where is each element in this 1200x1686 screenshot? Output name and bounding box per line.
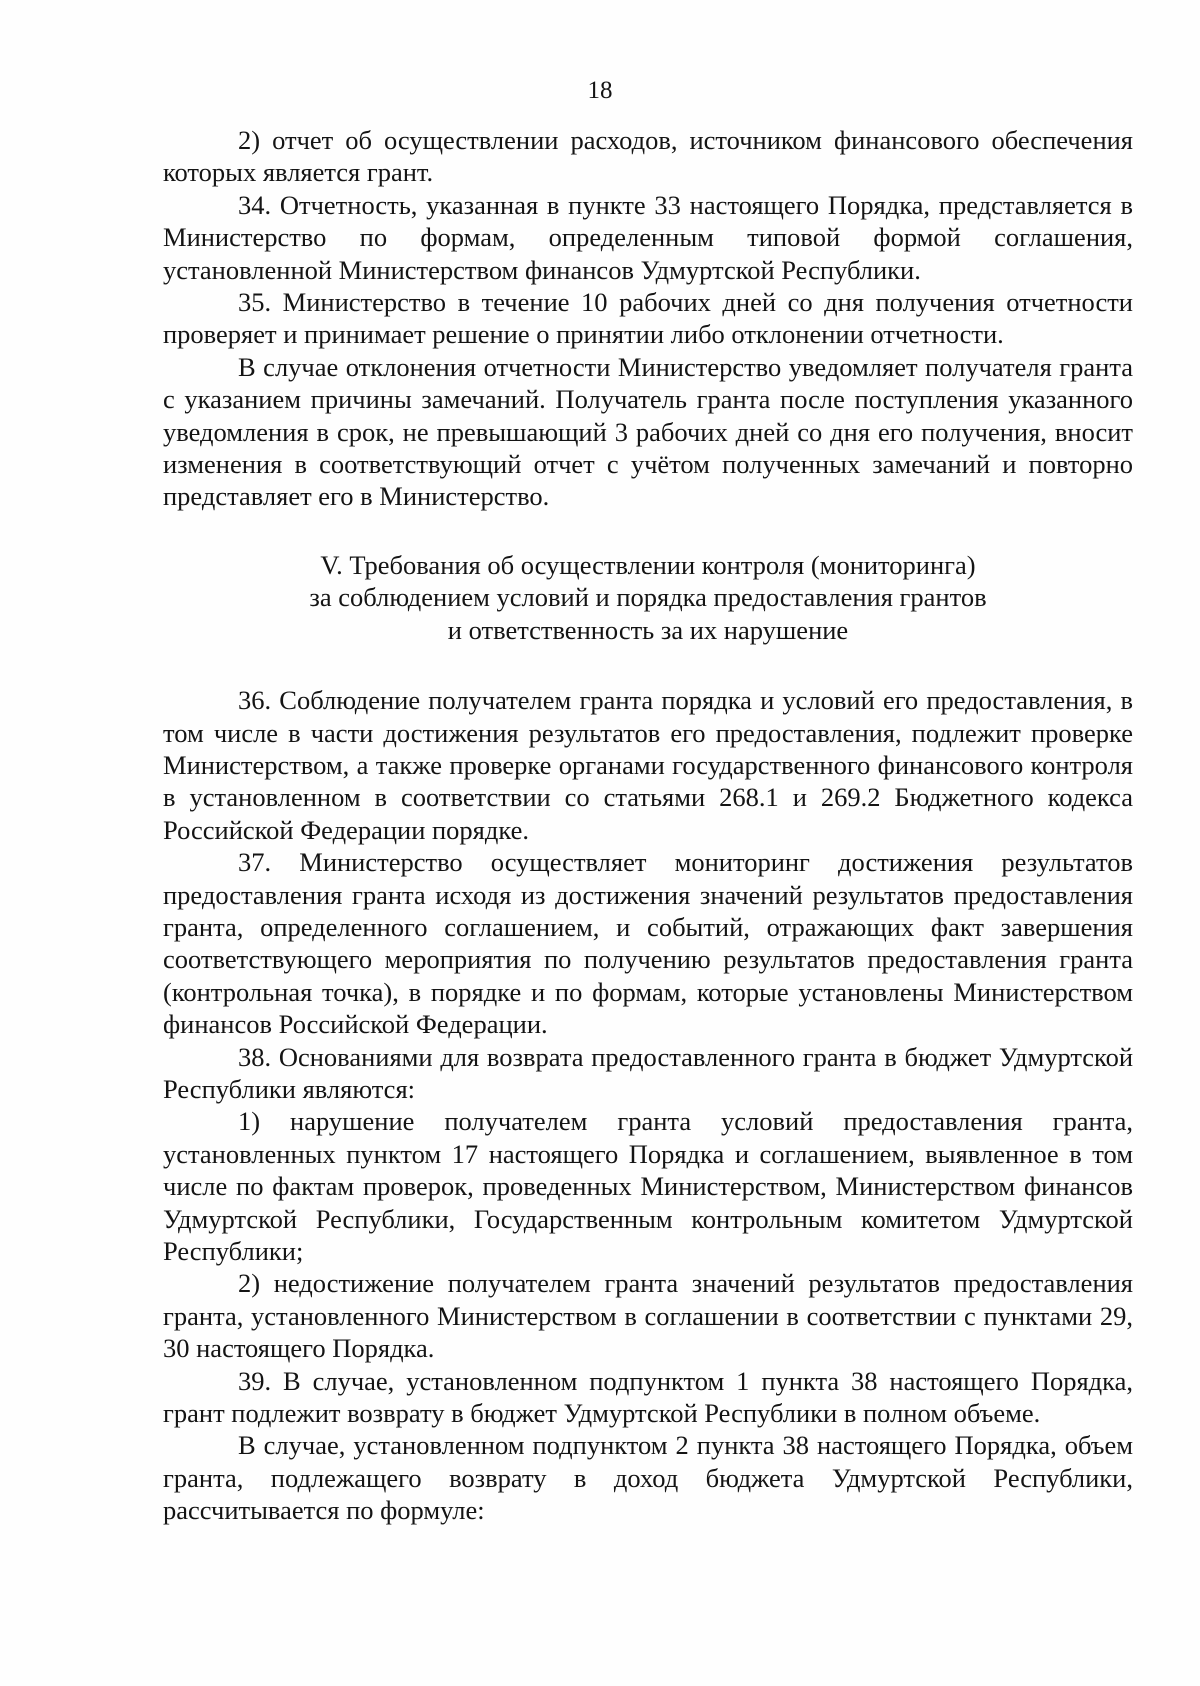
paragraph-36: 36. Соблюдение получателем гранта порядка и условий его предоставления, в том числе в части достижения результатов его предоставления, подлежит проверке Министерством, а также проверке органами государственного финансового контроля в установленном в соответствии со статьями 268.1 и 269.2 Бюджетного кодекса Российской Федерации порядке. (163, 685, 1133, 845)
paragraph-39: 39. В случае, установленном подпунктом 1 пункта 38 настоящего Порядка, грант подлежит возврату в бюджет Удмуртской Республики в полном объеме. (163, 1365, 1133, 1429)
paragraph-38-item-2: 2) недостижение получателем гранта значений результатов предоставления гранта, установленного Министерством в соглашении в соответствии с пунктами 29, 30 настоящего Порядка. (163, 1268, 1133, 1364)
section-heading-line-2: за соблюдением условий и порядка предоставления грантов (309, 582, 987, 613)
paragraph-38: 38. Основаниями для возврата предоставленного гранта в бюджет Удмуртской Республики являются: (163, 1041, 1133, 1104)
page-number: 18 (587, 77, 613, 104)
paragraph-34: 34. Отчетность, указанная в пункте 33 настоящего Порядка, представляется в Министерство по формам, определенным типовой формой соглашения, установленной Министерством финансов Удмуртской Республики. (163, 189, 1133, 285)
paragraph-38-item-1: 1) нарушение получателем гранта условий предоставления гранта, установленных пунктом 17 настоящего Порядка и соглашением, выявленное в том числе по фактам проверок, проведенных Министерством, Министерством финансов Удмуртской Республики, Государственным контрольным комитетом Удмуртской Республики; (163, 1106, 1133, 1266)
paragraph-35-rejection: В случае отклонения отчетности Министерство уведомляет получателя гранта с указанием причины замечаний. Получатель гранта после поступления указанного уведомления в срок, не превышающий 3 рабочих дней со дня его получения, вносит изменения в соответствующий отчет с учётом полученных замечаний и повторно представляет его в Министерство. (163, 351, 1133, 512)
paragraph-37: 37. Министерство осуществляет мониторинг достижения результатов предоставления гранта исходя из достижения значений результатов предоставления гранта, определенного соглашением, и событий, отражающих факт завершения соответствующего мероприятия по получению результатов предоставления гранта (контрольная точка), в порядке и по формам, которые установлены Министерством финансов Российской Федерации. (163, 847, 1133, 1040)
section-heading-line-3: и ответственность за их нарушение (447, 614, 849, 645)
paragraph-39-formula-intro: В случае, установленном подпунктом 2 пункта 38 настоящего Порядка, объем гранта, подлежащего возврату в доход бюджета Удмуртской Республики, рассчитывается по формуле: (163, 1430, 1133, 1526)
section-heading (163, 549, 1133, 646)
section-heading-line-1: V. Требования об осуществлении контроля (мониторинга) (320, 549, 976, 580)
paragraph-35: 35. Министерство в течение 10 рабочих дней со дня получения отчетности проверяет и принимает решение о принятии либо отклонении отчетности. (163, 287, 1133, 350)
document-body (163, 124, 1133, 1527)
paragraph-2-report: 2) отчет об осуществлении расходов, источником финансового обеспечения которых является грант. (163, 125, 1133, 188)
